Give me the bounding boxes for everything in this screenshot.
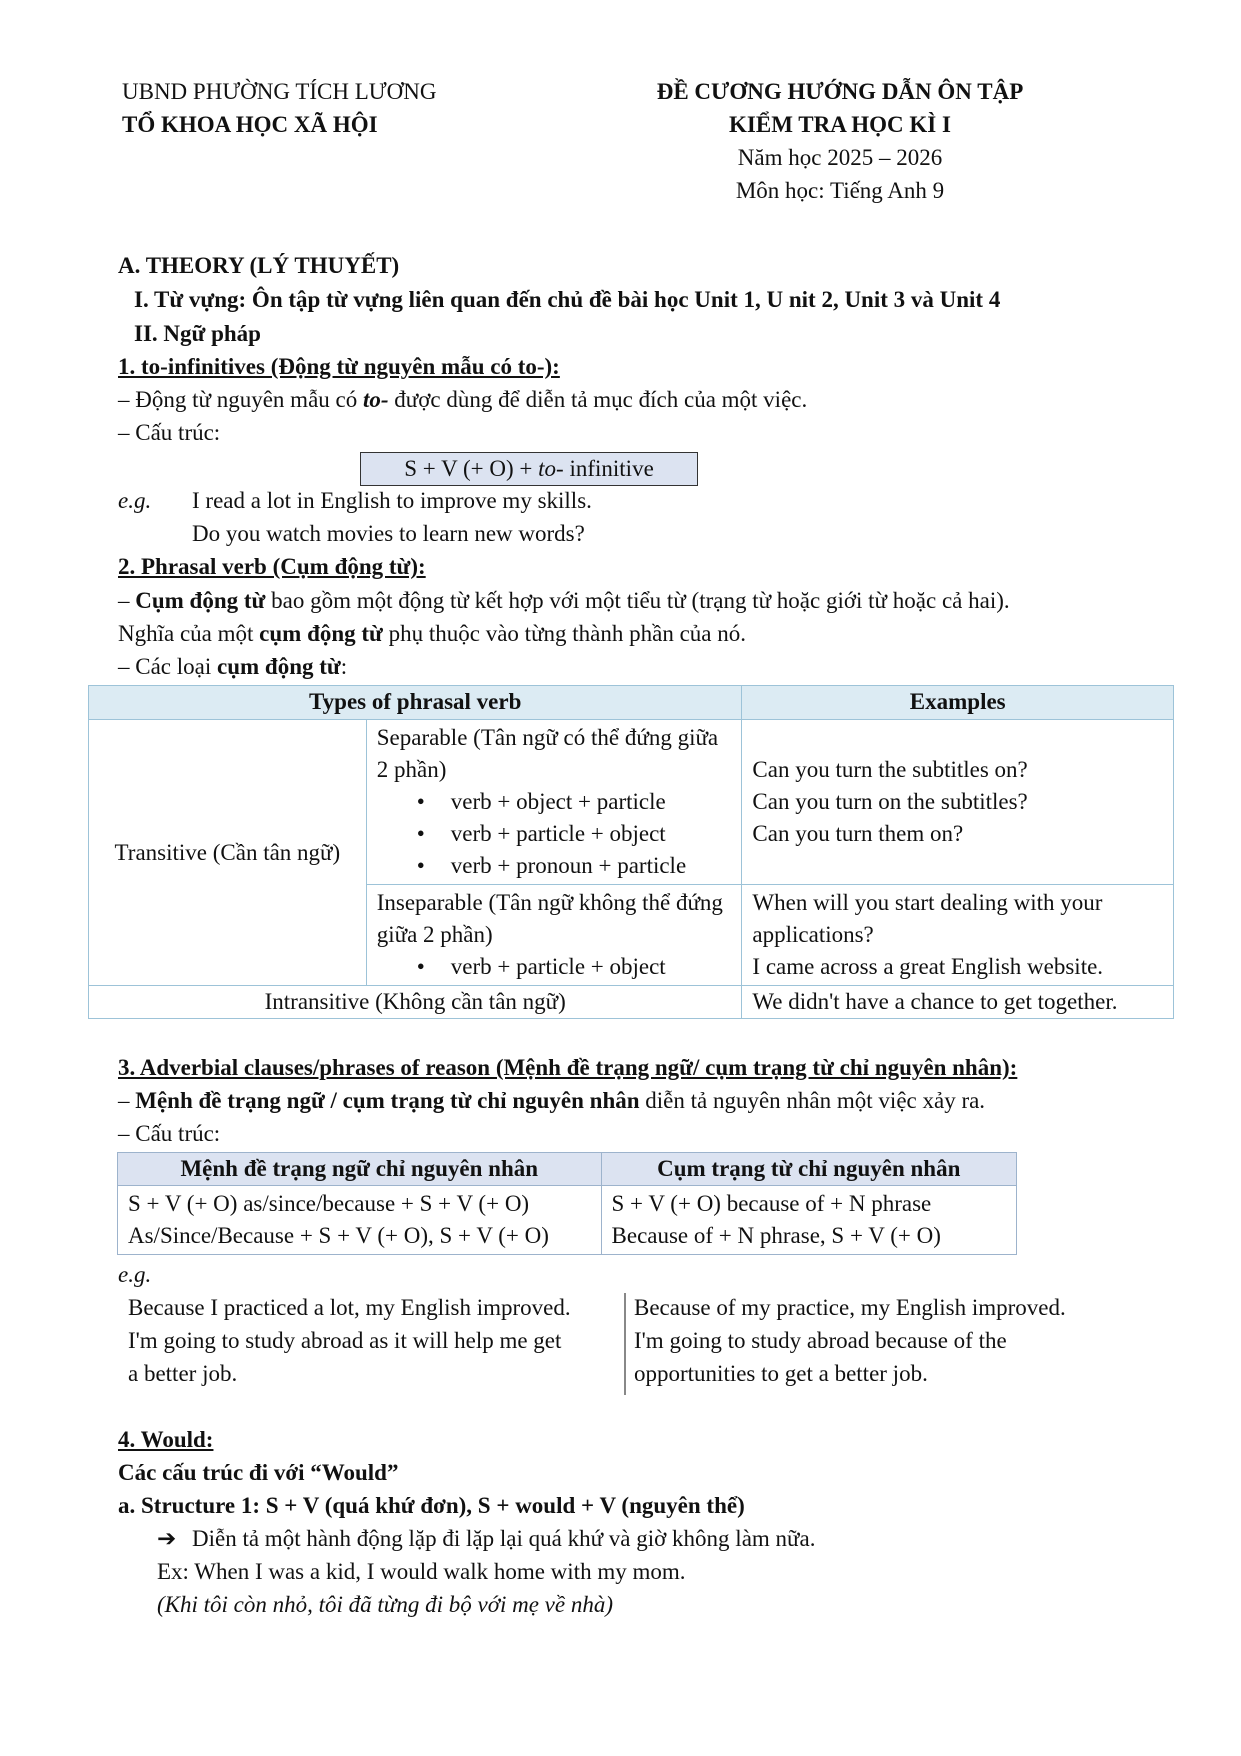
inseparable-cell xyxy=(366,885,742,986)
clause-structure: S + V (+ O) as/since/because + S + V (+ O) xyxy=(128,1191,530,1216)
example-sentence: Can you turn them on? xyxy=(752,821,964,846)
eg-label: e.g. xyxy=(118,488,152,513)
clause-structures xyxy=(118,1186,602,1255)
grammar-heading: II. Ngữ pháp xyxy=(134,321,261,346)
table-header-examples: Examples xyxy=(742,686,1174,720)
intransitive-example: We didn't have a chance to get together. xyxy=(742,986,1174,1019)
example-sentence: Ex: When I was a kid, I would walk home with my mom. xyxy=(157,1559,686,1584)
example-sentence: Because I practiced a lot, my English improved. xyxy=(128,1295,571,1320)
example-sentence: Because of my practice, my English improved. xyxy=(634,1295,1066,1320)
to-infinitive-formula: S + V (+ O) + to- infinitive xyxy=(360,452,698,486)
structure-1-heading: a. Structure 1: S + V (quá khứ đơn), S + would + V (nguyên thể) xyxy=(118,1493,745,1518)
example-sentence: a better job. xyxy=(128,1361,238,1386)
list-item: • verb + object + particle xyxy=(451,786,732,818)
reason-heading: 3. Adverbial clauses/phrases of reason (Mệnh đề trạng ngữ/ cụm trạng từ chỉ nguyên nhân): xyxy=(118,1055,1018,1080)
separable-label: Separable (Tân ngữ có thể đứng giữa 2 phần) xyxy=(376,725,719,782)
eg-label: e.g. xyxy=(118,1262,152,1287)
inseparable-examples xyxy=(742,885,1174,986)
to-infinitive-heading: 1. to-infinitives (Động từ nguyên mẫu có to-): xyxy=(118,354,560,379)
table-header-phrase: Cụm trạng từ chỉ nguyên nhân xyxy=(601,1153,1016,1186)
phrasal-verb-types-label: – Các loại cụm động từ: xyxy=(118,654,348,679)
phrasal-verb-heading: 2. Phrasal verb (Cụm động từ): xyxy=(118,554,426,579)
inseparable-label: Inseparable (Tân ngữ không thể đứng giữa 2 phần) xyxy=(376,890,723,947)
example-sentence: opportunities to get a better job. xyxy=(634,1361,928,1386)
phrase-structure: S + V (+ O) because of + N phrase xyxy=(611,1191,932,1216)
structure-1-description: Diễn tả một hành động lặp đi lặp lại quá khứ và giờ không làm nữa. xyxy=(192,1526,816,1551)
example-divider xyxy=(624,1293,626,1395)
phrase-structure: Because of + N phrase, S + V (+ O) xyxy=(611,1223,941,1248)
separable-examples xyxy=(742,720,1174,885)
example-sentence: Do you watch movies to learn new words? xyxy=(192,521,585,546)
example-sentence: Can you turn on the subtitles? xyxy=(752,789,1028,814)
phrasal-verb-description: – Cụm động từ bao gồm một động từ kết hợp với một tiểu từ (trạng từ hoặc giới từ hoặc cả hai). xyxy=(118,588,1010,613)
clause-structure: As/Since/Because + S + V (+ O), S + V (+ O) xyxy=(128,1223,549,1248)
subject: Môn học: Tiếng Anh 9 xyxy=(735,178,945,203)
example-translation: (Khi tôi còn nhỏ, tôi đã từng đi bộ với mẹ về nhà) xyxy=(157,1592,614,1617)
phrase-structures xyxy=(601,1186,1016,1255)
example-sentence: I'm going to study abroad as it will help me get xyxy=(128,1328,562,1353)
arrow-icon: ➔ xyxy=(157,1526,177,1551)
list-item: • verb + particle + object xyxy=(451,818,732,850)
structure-label: – Cấu trúc: xyxy=(118,420,221,445)
intransitive-cell: Intransitive (Không cần tân ngữ) xyxy=(89,986,742,1019)
example-sentence: I read a lot in English to improve my skills. xyxy=(192,488,592,513)
to-infinitive-description: – Động từ nguyên mẫu có to- được dùng để diễn tả mục đích của một việc. xyxy=(118,387,808,412)
example-sentence: When will you start dealing with your applications? xyxy=(752,890,1103,947)
document-title: ĐỀ CƯƠNG HƯỚNG DẪN ÔN TẬP xyxy=(656,79,1024,104)
table-header-types: Types of phrasal verb xyxy=(89,686,742,720)
would-subheading: Các cấu trúc đi với “Would” xyxy=(118,1460,399,1485)
list-item: • verb + particle + object xyxy=(451,951,732,983)
phrasal-verb-table xyxy=(88,685,1174,1019)
phrasal-verb-meaning: Nghĩa của một cụm động từ phụ thuộc vào từng thành phần của nó. xyxy=(118,621,747,646)
example-sentence: I'm going to study abroad because of the xyxy=(634,1328,1007,1353)
would-heading: 4. Would: xyxy=(118,1427,214,1452)
group-name: TỔ KHOA HỌC XÃ HỘI xyxy=(122,112,378,137)
school-year: Năm học 2025 – 2026 xyxy=(737,145,943,170)
table-header-clause: Mệnh đề trạng ngữ chỉ nguyên nhân xyxy=(118,1153,602,1186)
section-a-title: A. THEORY (LÝ THUYẾT) xyxy=(118,253,400,278)
reason-description: – Mệnh đề trạng ngữ / cụm trạng từ chỉ nguyên nhân diễn tả nguyên nhân một việc xảy ra. xyxy=(118,1088,986,1113)
transitive-cell: Transitive (Cần tân ngữ) xyxy=(89,720,367,986)
vocab-heading: I. Từ vựng: Ôn tập từ vựng liên quan đến chủ đề bài học Unit 1, U nit 2, Unit 3 và Unit 4 xyxy=(134,287,1001,312)
reason-structure-table xyxy=(117,1152,1017,1255)
dept-name: UBND PHƯỜNG TÍCH LƯƠNG xyxy=(122,79,437,104)
list-item: • verb + pronoun + particle xyxy=(451,850,732,882)
example-sentence: I came across a great English website. xyxy=(752,954,1104,979)
document-subtitle: KIỂM TRA HỌC KÌ I xyxy=(729,112,951,137)
structure-label: – Cấu trúc: xyxy=(118,1121,221,1146)
separable-cell xyxy=(366,720,742,885)
example-sentence: Can you turn the subtitles on? xyxy=(752,757,1028,782)
